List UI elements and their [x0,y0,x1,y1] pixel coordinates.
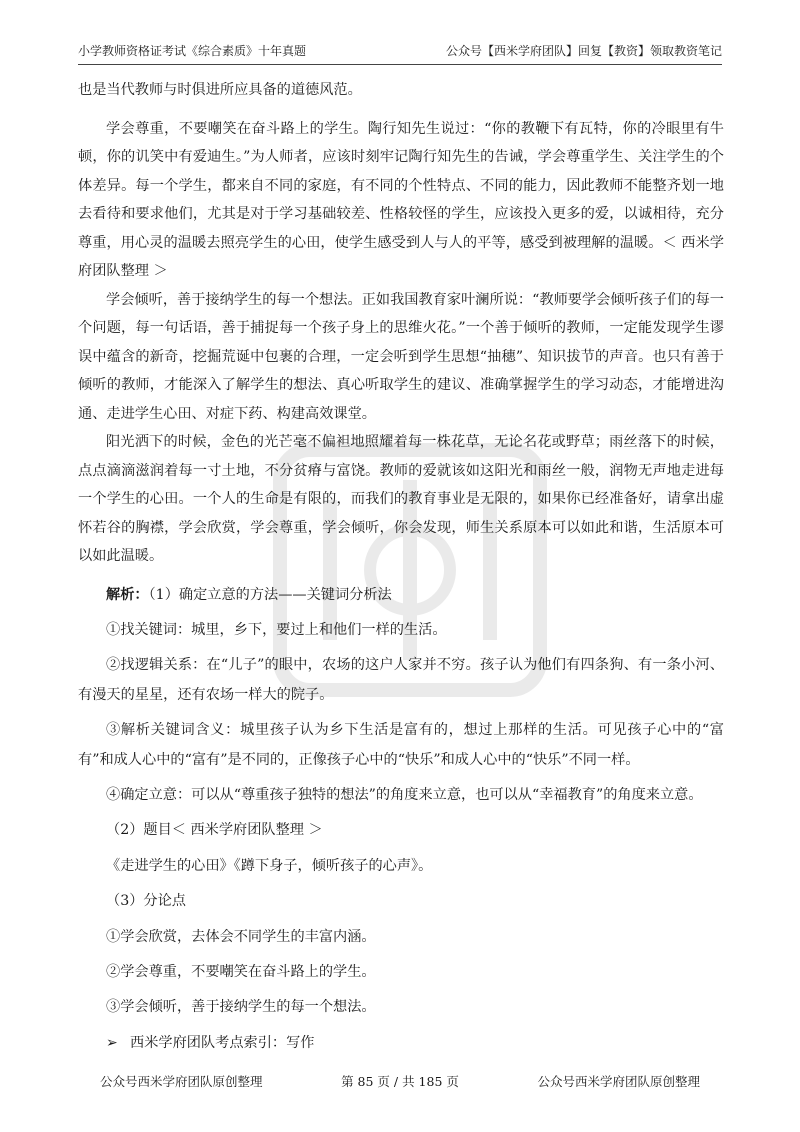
analysis-section-3: （3）分论点 [106,893,186,910]
paragraph-conclusion: 阳光洒下的时候，金色的光芒毫不偏袒地照耀着每一株花草，无论名花或野草；雨丝落下的时候，点点滴滴滋润着每一寸土地，不分贫瘠与富饶。教师的爱就该如这阳光和雨丝一般，润物无声地走进每一个学生的心田。一个人的生命是有限的，而我们的教育事业是无限的，如果你已经准备好，请拿出虚怀若谷的胸襟，学会欣赏，学会尊重，学会倾听，你会发现，师生关系原本可以如此和谐，生活原本可以如此温暖。 [78,434,724,564]
footer-right-text: 公众号西米学府团队原创整理 [537,1074,700,1089]
analysis-section-1: （1）确定立意的方法——关键词分析法 [148,586,392,603]
page-footer [78,1072,722,1092]
header-left-text: 小学教师资格证考试《综合素质》十年真题 [78,44,307,58]
analysis-section-2: （2）题目＜ 西米学府团队整理 ＞ [106,822,323,839]
paragraph-respect: 学会尊重，不要嘲笑在奋斗路上的学生。陶行知先生说过：“你的教鞭下有瓦特，你的冷眼里有牛顿，你的讥笑中有爱迪生。”为人师者，应该时刻牢记陶行知先生的告诫，学会尊重学生、关注学生的个体差异。每一个学生，都来自不同的家庭，有不同的个性特点、不同的能力，因此教师不能整齐划一地去看待和要求他们，尤其是对于学习基础较差、性格较怪的学生，应该投入更多的爱，以诚相待，充分尊重，用心灵的温暖去照亮学生的心田，使学生感受到人与人的平等，感受到被理解的温暖。＜ 西米学府团队整理 ＞ [78,120,724,279]
analysis-step-4: ④确定立意：可以从“尊重孩子独特的想法”的角度来立意，也可以从“幸福教育”的角度来立意。 [106,786,703,803]
page-header [78,40,722,65]
analysis-label: 解析： [106,586,149,603]
paragraph-listen: 学会倾听，善于接纳学生的每一个想法。正如我国教育家叶澜所说：“教师要学会倾听孩子们的每一个问题，每一句话语，善于捕捉每一个孩子身上的思维火花。”一个善于倾听的教师，一定能发现学生谬误中蕴含的新奇，挖掘荒诞中包裹的合理，一定会听到学生思想“抽穗”、知识拔节的声音。也只有善于倾听的教师，才能深入了解学生的想法、真心听取学生的建议、准确掌握学生的学习动态，才能增进沟通、走进学生心田、对症下药、构建高效课堂。 [78,291,724,422]
sub-point-2: ②学会尊重，不要嘲笑在奋斗路上的学生。 [106,963,376,980]
analysis-step-2: ②找逻辑关系：在“儿子”的眼中，农场的这户人家并不穷。孩子认为他们有四条狗、有一条小河、有漫天的星星，还有农场一样大的院子。 [78,657,724,703]
sub-point-1: ①学会欣赏，去体会不同学生的丰富内涵。 [106,928,376,945]
document-body [78,76,724,1058]
paragraph-continuation: 也是当代教师与时俱进所应具备的道德风范。 [78,82,362,98]
topic-index-text: 西米学府团队考点索引：写作 [130,1034,315,1051]
analysis-step-1: ①找关键词：城里，乡下，要过上和他们一样的生活。 [106,621,447,638]
analysis-heading [78,581,724,610]
header-right-text: 公众号【西米学府团队】回复【教资】领取教资笔记 [445,44,722,58]
analysis-step-3: ③解析关键词含义：城里孩子认为乡下生活是富有的，想过上那样的生活。可见孩子心中的“富有”和成人心中的“富有”是不同的，正像孩子心中的“快乐”和成人心中的“快乐”不同一样。 [78,722,724,768]
footer-left-text: 公众号西米学府团队原创整理 [100,1074,263,1089]
arrow-bullet-icon: ➢ [106,1034,118,1051]
page-number: 第 85 页 / 共 185 页 [341,1074,459,1089]
sub-point-3: ③学会倾听，善于接纳学生的每一个想法。 [106,999,376,1016]
topic-index [78,1029,724,1058]
analysis-titles: 《走进学生的心田》《蹲下身子，倾听孩子的心声》。 [106,857,433,874]
